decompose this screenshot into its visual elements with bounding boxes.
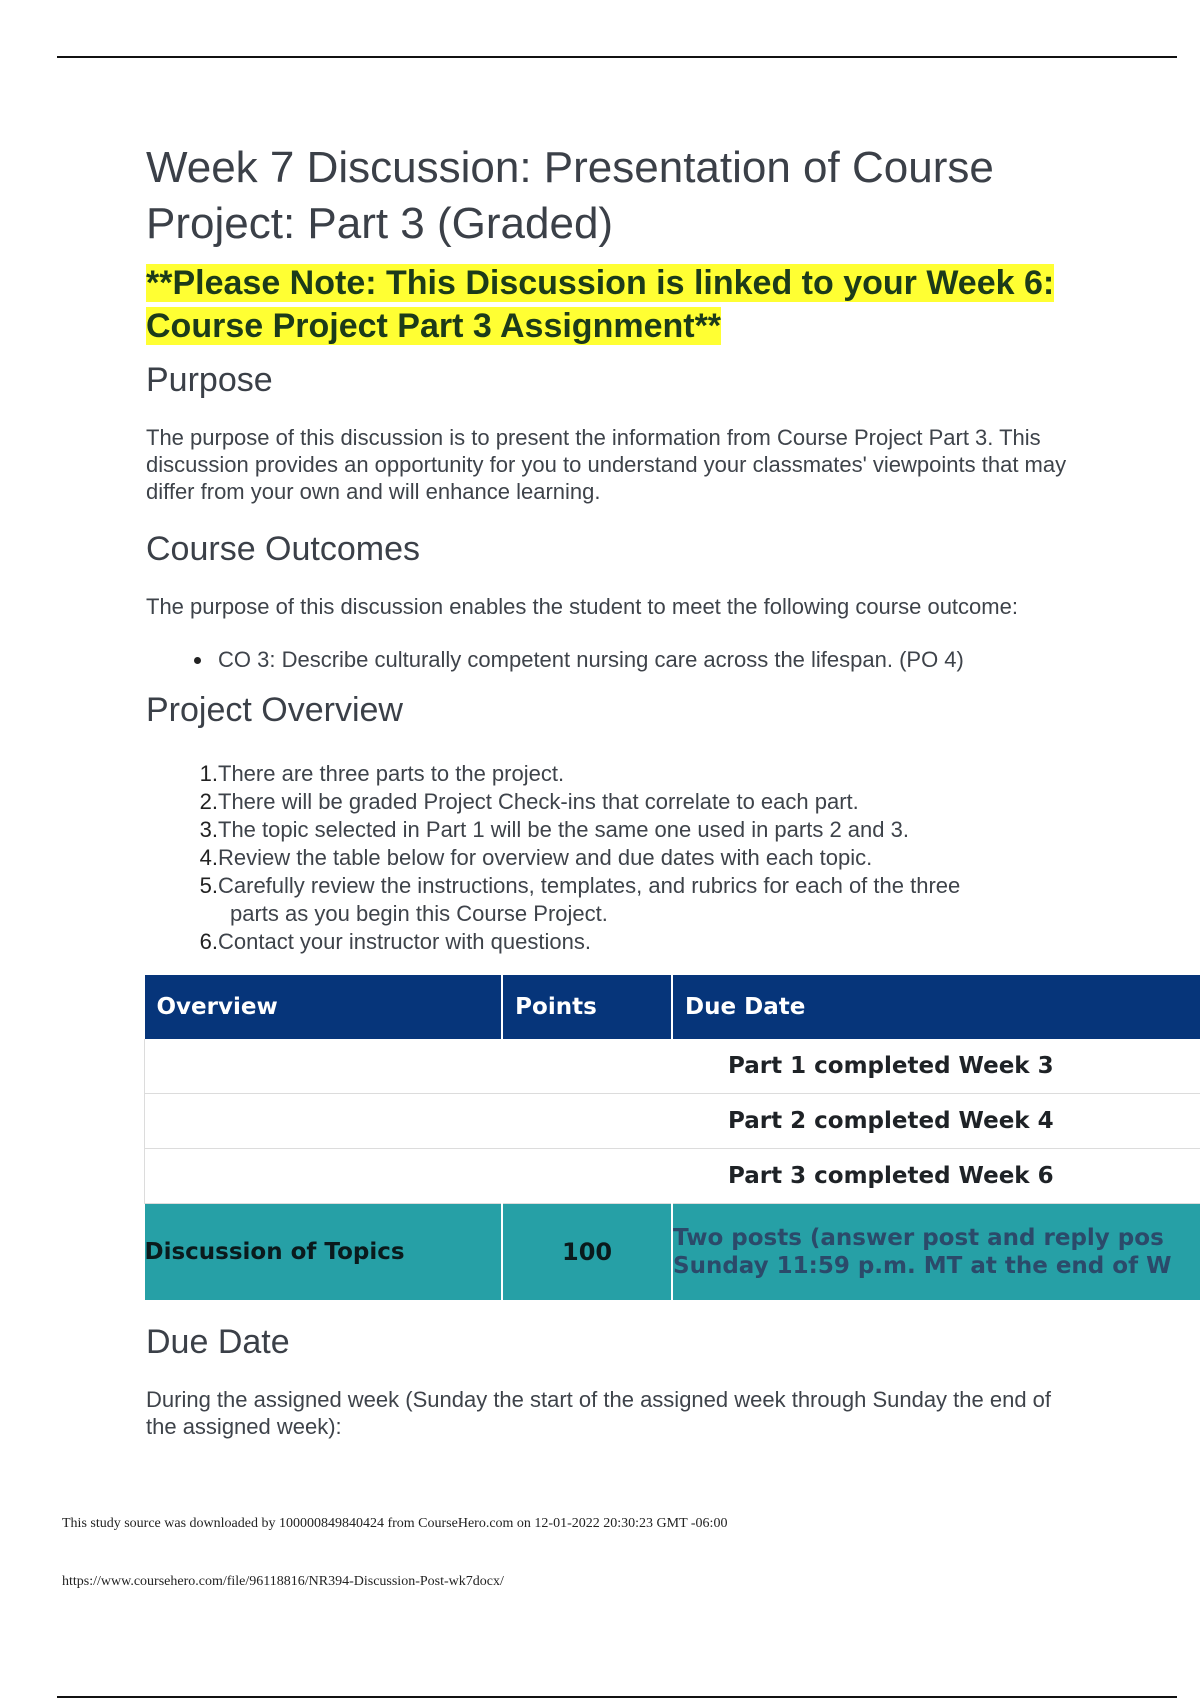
list-item xyxy=(146,760,1046,788)
source-url[interactable]: https://www.coursehero.com/file/96118816/NR394-Discussion-Post-wk7docx/ xyxy=(62,1574,504,1589)
table-cell xyxy=(145,1094,503,1149)
overview-steps xyxy=(146,760,1200,956)
discussion-due xyxy=(672,1204,1200,1301)
highlighted-note xyxy=(146,262,1086,348)
list-item: CO 3: Describe culturally competent nursing care across the lifespan. (PO 4) xyxy=(218,646,1200,674)
header-overview: Overview xyxy=(145,975,503,1039)
discussion-row xyxy=(145,1204,1200,1301)
purpose-heading: Purpose xyxy=(146,361,273,399)
page-title: Week 7 Discussion: Presentation of Course Project: Part 3 (Graded) xyxy=(146,143,994,248)
top-rule xyxy=(57,56,1177,58)
step-number: 5. xyxy=(199,873,218,898)
list-item xyxy=(146,872,1046,928)
step-text: There will be graded Project Check-ins that correlate to each part. xyxy=(218,789,859,814)
step-number: 6. xyxy=(199,929,218,954)
discussion-points: 100 xyxy=(502,1204,672,1301)
list-item xyxy=(146,928,1046,956)
discussion-due-line2: Sunday 11:59 p.m. MT at the end of W xyxy=(673,1253,1172,1279)
purpose-text: The purpose of this discussion is to present the information from Course Project Part 3. This discussion provides an opportunity for you to understand your classmates' viewpoints that may differ from your own and will enhance learning. xyxy=(146,425,1067,504)
part-due-cell: Part 3 completed Week 6 xyxy=(672,1149,1200,1204)
step-text-line1: Carefully review the instructions, templates, and rubrics for each of the three xyxy=(218,873,961,898)
step-number: 4. xyxy=(199,845,218,870)
outcomes-heading: Course Outcomes xyxy=(146,530,420,568)
table-cell xyxy=(502,1094,672,1149)
note-text: **Please Note: This Discussion is linked to your Week 6: Course Project Part 3 Assignment** xyxy=(146,264,1055,345)
step-text: Contact your instructor with questions. xyxy=(218,929,591,954)
due-date-heading: Due Date xyxy=(146,1323,290,1361)
list-item xyxy=(146,844,1046,872)
step-number: 2. xyxy=(199,789,218,814)
download-note: This study source was downloaded by 100000849840424 from CourseHero.com on 12-01-2022 20:30:23 GMT -06:00 xyxy=(62,1516,728,1531)
list-item xyxy=(146,788,1046,816)
step-text: Review the table below for overview and due dates with each topic. xyxy=(218,845,873,870)
table-cell xyxy=(502,1039,672,1094)
due-date-section xyxy=(146,1310,1200,1440)
outcomes-list xyxy=(146,646,1200,674)
table-cell xyxy=(502,1149,672,1204)
table-row xyxy=(145,1039,1200,1094)
part-due-cell: Part 2 completed Week 4 xyxy=(672,1094,1200,1149)
outcomes-text: The purpose of this discussion enables the student to meet the following course outcome: xyxy=(146,594,1018,619)
table-row xyxy=(145,1094,1200,1149)
list-item xyxy=(146,816,1046,844)
table-row xyxy=(145,1149,1200,1204)
table-cell xyxy=(145,1039,503,1094)
step-text: The topic selected in Part 1 will be the same one used in parts 2 and 3. xyxy=(218,817,909,842)
header-points: Points xyxy=(502,975,672,1039)
overview-heading: Project Overview xyxy=(146,691,403,729)
table-header-row xyxy=(145,975,1200,1039)
header-due-date: Due Date xyxy=(672,975,1200,1039)
bottom-rule xyxy=(57,1696,1177,1698)
step-number: 1. xyxy=(199,761,218,786)
discussion-name: Discussion of Topics xyxy=(145,1204,503,1301)
step-text: There are three parts to the project. xyxy=(218,761,565,786)
step-number: 3. xyxy=(199,817,218,842)
step-text-line2: parts as you begin this Course Project. xyxy=(230,901,608,926)
part-due-cell: Part 1 completed Week 3 xyxy=(672,1039,1200,1094)
table-cell xyxy=(145,1149,503,1204)
discussion-due-line1: Two posts (answer post and reply pos xyxy=(673,1225,1164,1251)
step-text xyxy=(218,872,1046,928)
document-body xyxy=(146,140,1200,956)
project-table xyxy=(144,975,1200,1300)
due-date-text: During the assigned week (Sunday the start of the assigned week through Sunday the end of the assigned week): xyxy=(146,1387,1052,1439)
